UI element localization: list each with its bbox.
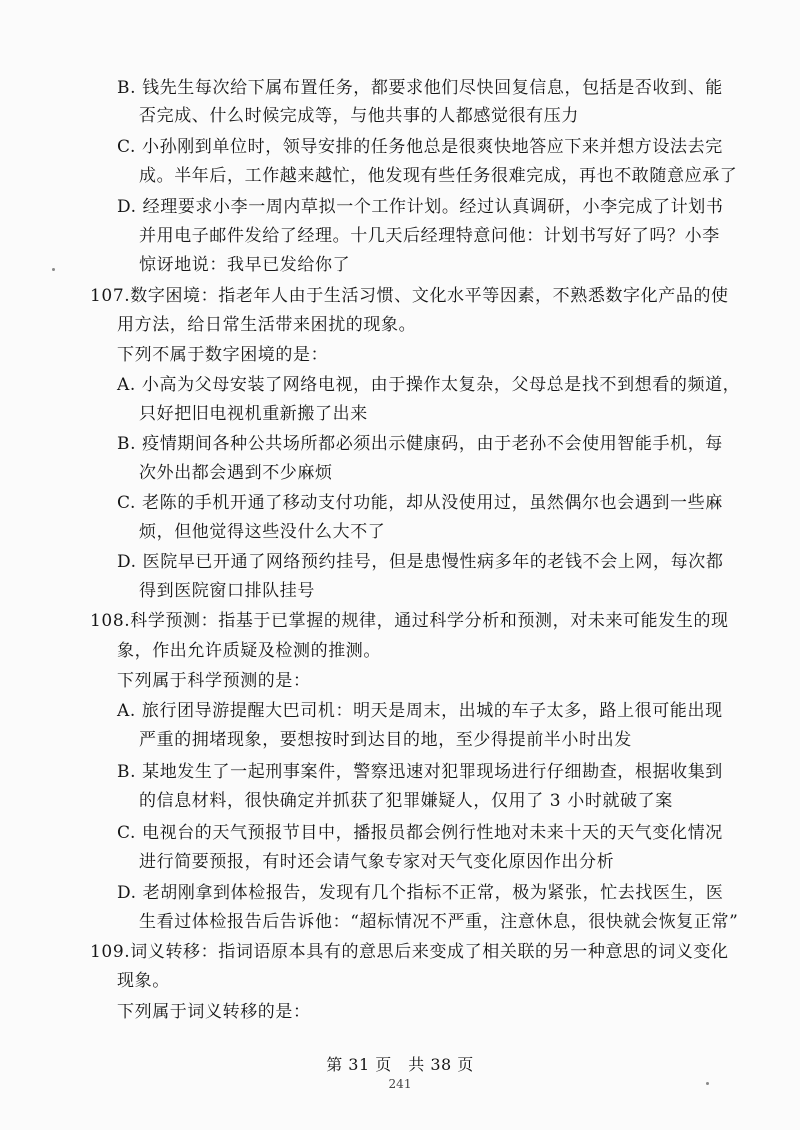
option-b: B. 某地发生了一起刑事案件，警察迅速对犯罪现场进行仔细勘查，根据收集到 (117, 762, 723, 782)
option-line: 否完成、什么时候完成等，与他共事的人都感觉很有压力 (139, 106, 579, 126)
option-a: A. 小高为父母安装了网络电视，由于操作太复杂，父母总是找不到想看的频道， (117, 375, 741, 395)
option-line: 并用电子邮件发给了经理。十几天后经理特意问他：计划书写好了吗？小李 (139, 226, 720, 246)
option-line: 成。半年后，工作越来越忙，他发现有些任务很难完成，再也不敢随意应承了 (139, 166, 738, 186)
option-c-cont: 进行简要预报，有时还会请气象专家对天气变化原因作出分析 (139, 852, 615, 872)
option-line: D. 经理要求小李一周内草拟一个工作计划。经过认真调研，小李完成了计划书 (117, 197, 724, 217)
option-line: 惊讶地说：我早已发给你了 (139, 255, 351, 275)
question-prompt: 下列属于科学预测的是： (117, 671, 311, 691)
question-stem: 107.数字困境：指老年人由于生活习惯、文化水平等因素，不熟悉数字化产品的使 (90, 286, 729, 306)
scan-speck (52, 268, 55, 271)
question-stem: 现象。 (117, 971, 170, 991)
option-c-cont: 烦，但他觉得这些没什么大不了 (139, 522, 386, 542)
question-stem: 109.词义转移：指词语原本具有的意思后来变成了相关联的另一种意思的词义变化 (90, 942, 729, 962)
question-prompt: 下列不属于数字困境的是： (117, 345, 329, 365)
option-a-cont: 严重的拥堵现象，要想按时到达目的地，至少得提前半小时出发 (139, 730, 632, 750)
question-prompt: 下列属于词义转移的是： (117, 1002, 311, 1022)
question-stem: 108.科学预测：指基于已掌握的规律，通过科学分析和预测，对未来可能发生的现 (90, 611, 729, 631)
option-line: B. 钱先生每次给下属布置任务，都要求他们尽快回复信息，包括是否收到、能 (117, 78, 723, 98)
option-line: C. 小孙刚到单位时，领导安排的任务他总是很爽快地答应下来并想方设法去完 (117, 137, 723, 157)
page-number: 241 (388, 1077, 412, 1091)
option-d: D. 老胡刚拿到体检报告，发现有几个指标不正常，极为紧张，忙去找医生，医 (117, 883, 724, 903)
option-d-cont: 生看过体检报告后告诉他：“超标情况不严重，注意休息，很快就会恢复正常” (139, 912, 739, 932)
scan-speck (706, 1082, 709, 1085)
page-indicator: 第 31 页 共 38 页 (326, 1055, 474, 1074)
question-stem: 象，作出允许质疑及检测的推测。 (117, 641, 381, 661)
option-a-cont: 只好把旧电视机重新搬了出来 (139, 404, 368, 424)
option-d-cont: 得到医院窗口排队挂号 (139, 581, 315, 601)
option-b-cont: 次外出都会遇到不少麻烦 (139, 463, 333, 483)
option-d: D. 医院早已开通了网络预约挂号，但是患慢性病多年的老钱不会上网，每次都 (117, 552, 724, 572)
option-b: B. 疫情期间各种公共场所都必须出示健康码，由于老孙不会使用智能手机，每 (117, 434, 723, 454)
option-a: A. 旅行团导游提醒大巴司机：明天是周末，出城的车子太多，路上很可能出现 (117, 701, 723, 721)
question-stem: 用方法，给日常生活带来困扰的现象。 (117, 315, 417, 335)
option-c: C. 电视台的天气预报节目中，播报员都会例行性地对未来十天的天气变化情况 (117, 823, 723, 843)
option-b-cont: 的信息材料，很快确定并抓获了犯罪嫌疑人，仅用了 3 小时就破了案 (139, 791, 673, 811)
option-c: C. 老陈的手机开通了移动支付功能，却从没使用过，虽然偶尔也会遇到一些麻 (117, 493, 723, 513)
